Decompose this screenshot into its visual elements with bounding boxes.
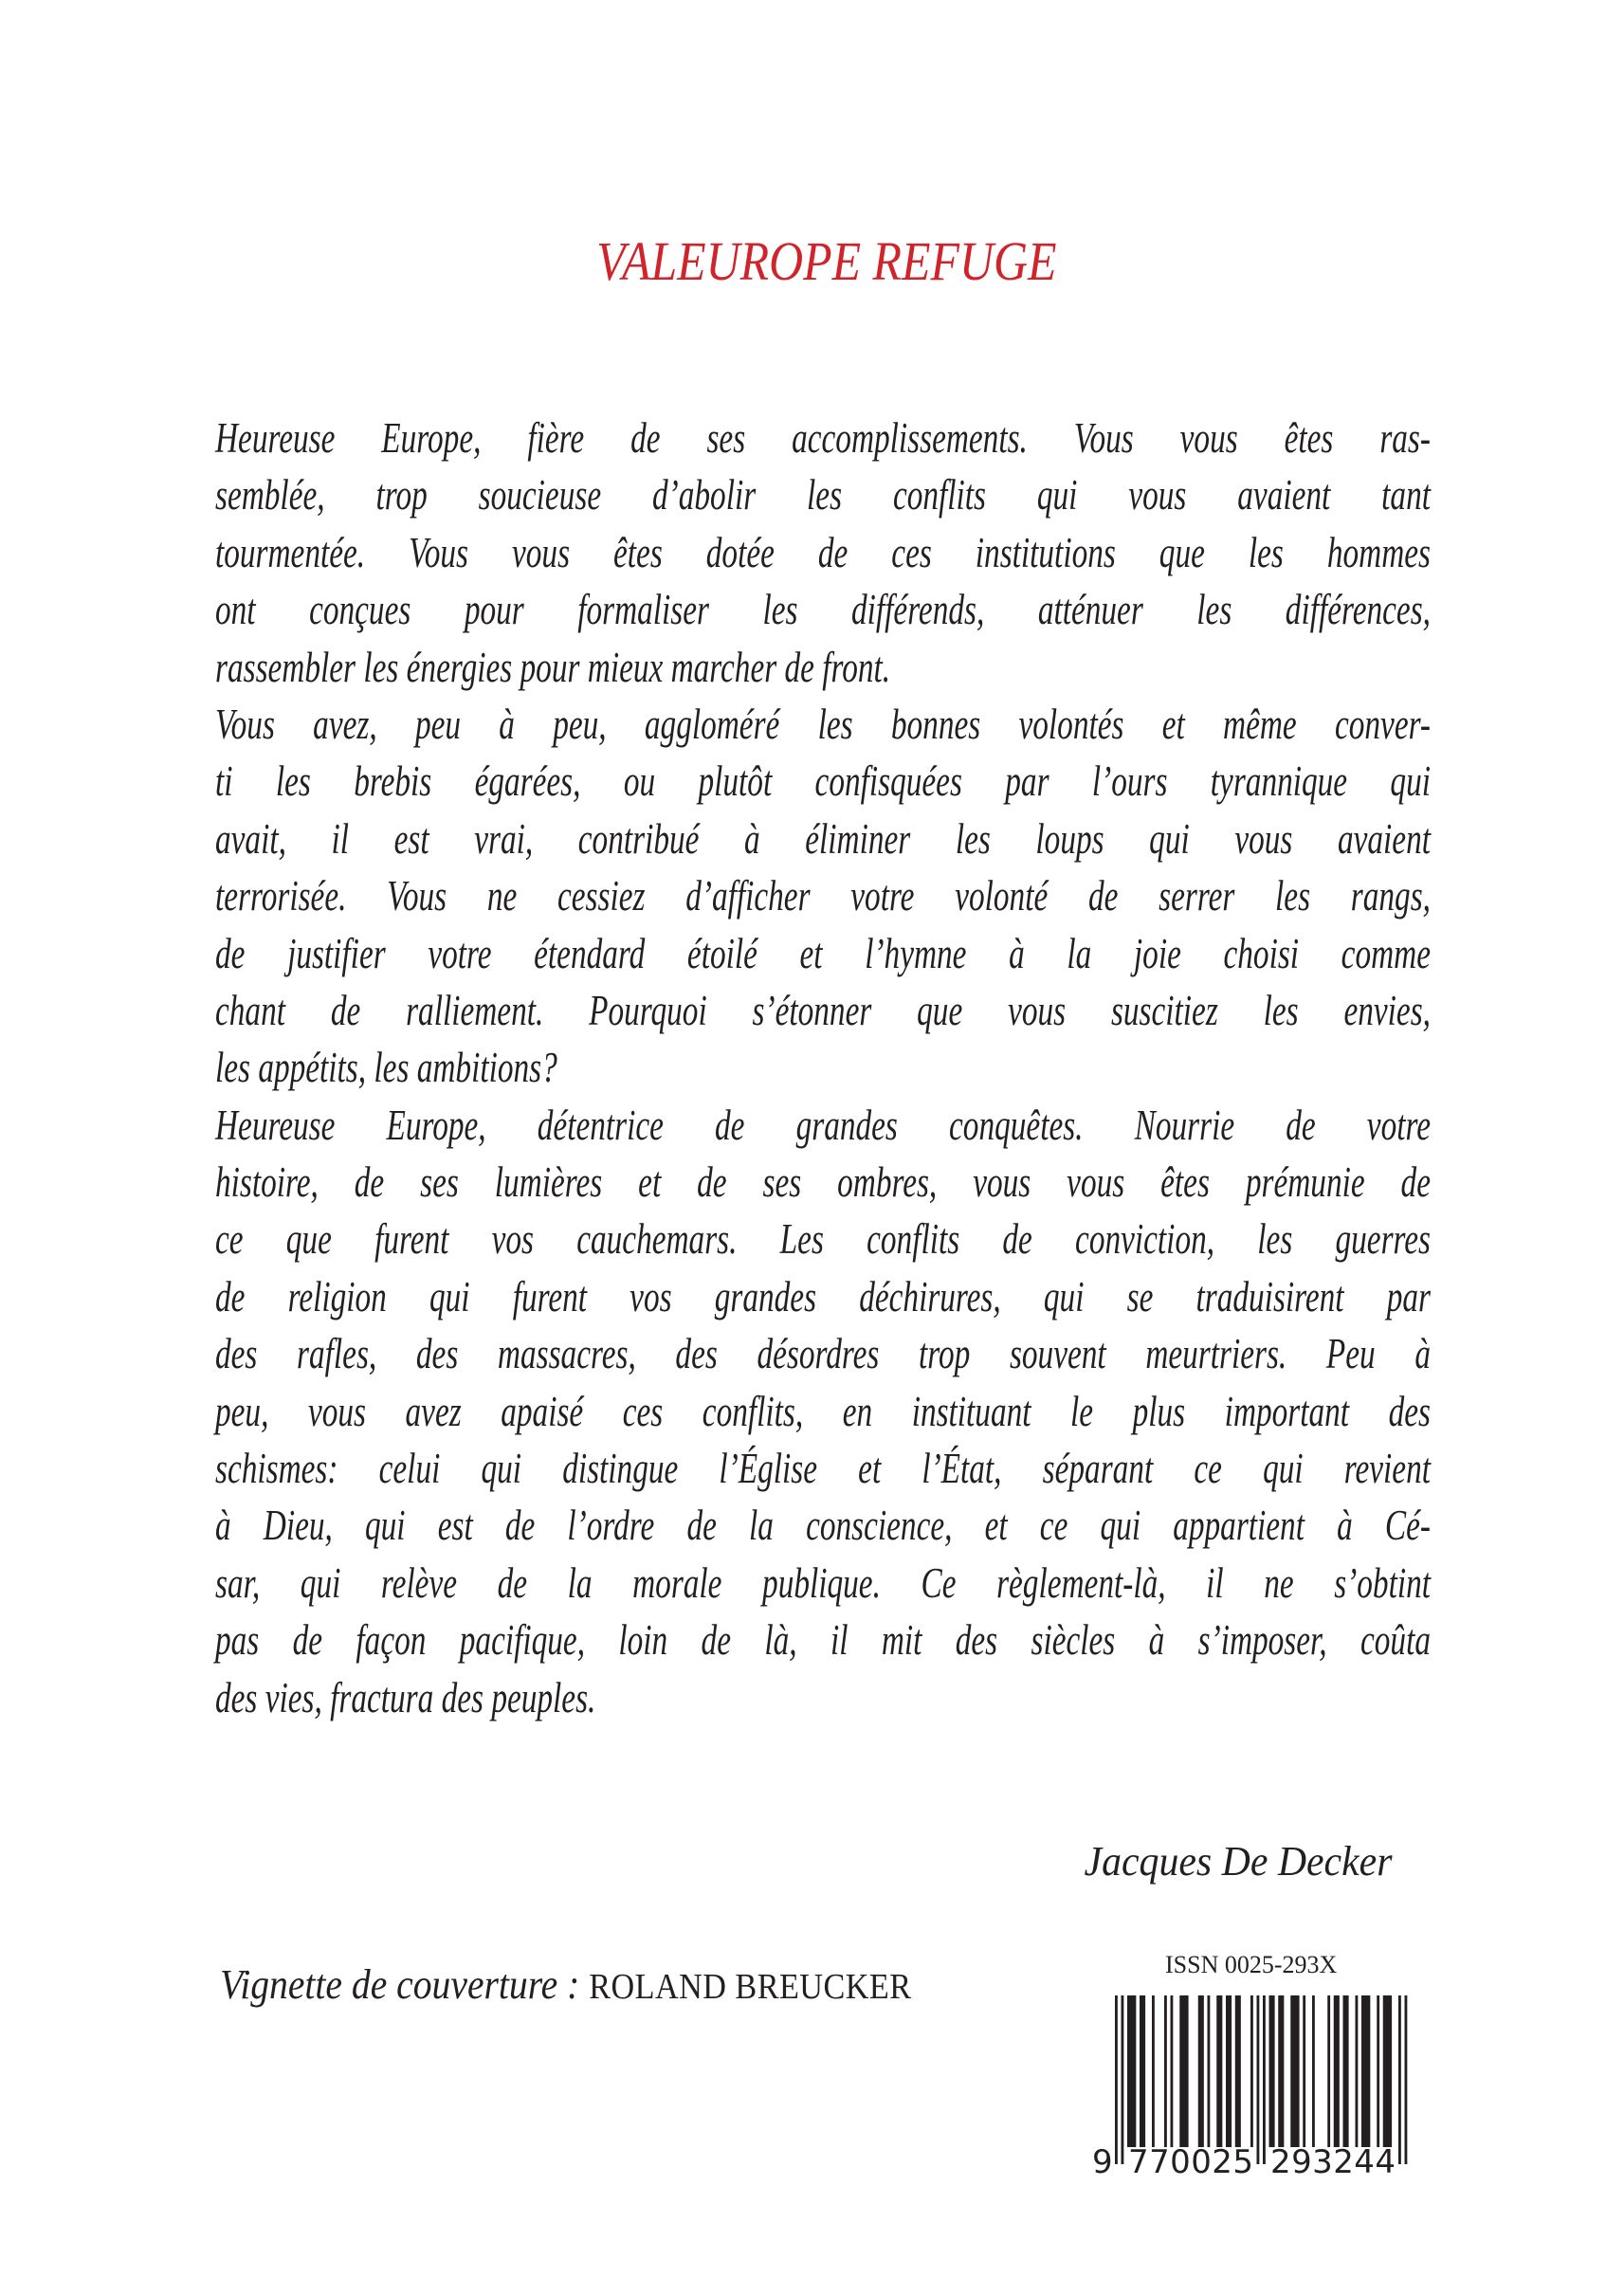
blurb-line: de religion qui furent vos grandes déchirures, qui se traduisirent par <box>215 1272 1431 1321</box>
barcode-bar <box>1226 1995 1232 2147</box>
blurb-line: des rafles, des massacres, des désordres trop souvent meurtriers. Peu à <box>215 1330 1431 1378</box>
blurb-line: avait, il est vrai, contribué à éliminer les loups qui vous avaient <box>215 814 1431 863</box>
blurb-line: ce que furent vos cauchemars. Les conflits de conviction, les guerres <box>215 1215 1431 1264</box>
barcode-guard-bar <box>1398 1995 1401 2164</box>
barcode-bar <box>1303 1995 1305 2147</box>
blurb-text <box>215 410 1431 1726</box>
barcode-guard-bar <box>1115 1995 1118 2164</box>
barcode-guard-bar <box>1405 1995 1408 2164</box>
barcode-bar <box>1361 1995 1370 2147</box>
blurb-line: Heureuse Europe, fière de ses accomplissements. Vous vous êtes ras- <box>215 414 1431 462</box>
blurb-line: Vous avez, peu à peu, aggloméré les bonnes volontés et même conver- <box>215 700 1431 748</box>
blurb-line: terrorisée. Vous ne cessiez d’afficher votre volonté de serrer les rangs, <box>215 872 1431 920</box>
issn-label: ISSN 0025-293X <box>1165 1951 1338 1978</box>
barcode-bar <box>1334 1995 1340 2147</box>
cover-credit-name: ROLAND BREUCKER <box>589 1967 912 2007</box>
barcode-bar <box>1327 1995 1330 2147</box>
blurb-line: Heureuse Europe, détentrice de grandes conquêtes. Nourrie de votre <box>215 1101 1431 1149</box>
barcode-bar <box>1127 1995 1136 2147</box>
blurb-line: schismes: celui qui distingue l’Église et l’État, séparant ce qui revient <box>215 1445 1431 1493</box>
cover-credit <box>220 1960 911 2009</box>
blurb-line: ont conçues pour formaliser les différends, atténuer les différences, <box>215 586 1431 634</box>
barcode-bar <box>1278 1995 1284 2147</box>
barcode-bar <box>1171 1995 1174 2147</box>
book-title: VALEUROPE REFUGE <box>596 230 1057 292</box>
barcode-bar <box>1269 1995 1275 2147</box>
blurb-line: sar, qui relève de la morale publique. Ce règlement-là, il ne s’obtint <box>215 1558 1431 1607</box>
barcode-bar <box>1152 1995 1155 2147</box>
blurb-line: rassembler les énergies pour mieux marcher de front. <box>215 643 891 691</box>
barcode-bar <box>1356 1995 1359 2147</box>
barcode-guard-bar <box>1263 1995 1266 2164</box>
barcode-bar <box>1377 1995 1379 2147</box>
barcode-right-digits: 293244 <box>1270 2143 1396 2180</box>
blurb-line: des vies, fractura des peuples. <box>215 1673 596 1721</box>
barcode-bar <box>1140 1995 1145 2147</box>
barcode-bar <box>1290 1995 1299 2147</box>
blurb-line: semblée, trop soucieuse d’abolir les conflits qui vous avaient tant <box>215 471 1431 519</box>
barcode-guard-bar <box>1122 1995 1124 2164</box>
author-signature: Jacques De Decker <box>1084 1838 1393 1885</box>
cover-credit-label: Vignette de couverture : <box>220 1961 580 2008</box>
blurb-line: de justifier votre étendard étoilé et l’hymne à la joie choisi comme <box>215 929 1431 977</box>
barcode <box>1090 1991 1441 2180</box>
barcode-bar <box>1250 1995 1253 2147</box>
barcode-left-digits: 770025 <box>1128 2143 1253 2180</box>
blurb-line: à Dieu, qui est de l’ordre de la conscience, et ce qui appartient à Cé- <box>215 1502 1431 1550</box>
barcode-bar <box>1235 1995 1241 2147</box>
blurb-line: ti les brebis égarées, ou plutôt confisquées par l’ours tyrannique qui <box>215 757 1431 806</box>
blurb-line: pas de façon pacifique, loin de là, il mit des siècles à s’imposer, coûta <box>215 1616 1431 1665</box>
barcode-bars <box>1115 1995 1407 2164</box>
blurb-line: histoire, de ses lumières et de ses ombres, vous vous êtes prémunie de <box>215 1158 1431 1207</box>
blurb-line: peu, vous avez apaisé ces conflits, en instituant le plus important des <box>215 1387 1431 1435</box>
barcode-bar <box>1383 1995 1392 2147</box>
barcode-guard-bar <box>1257 1995 1260 2164</box>
barcode-lead-digit: 9 <box>1092 2143 1113 2180</box>
barcode-bar <box>1216 1995 1222 2147</box>
barcode-bar <box>1312 1995 1315 2147</box>
blurb-line: chant de ralliement. Pourquoi s’étonner que vous suscitiez les envies, <box>215 986 1431 1034</box>
barcode-bar <box>1198 1995 1204 2147</box>
barcode-bar <box>1164 1995 1167 2147</box>
blurb-line: les appétits, les ambitions? <box>215 1044 557 1092</box>
barcode-bar <box>1208 1995 1211 2147</box>
blurb-line: tourmentée. Vous vous êtes dotée de ces institutions que les hommes <box>215 528 1431 576</box>
barcode-bar <box>1179 1995 1188 2147</box>
barcode-bar <box>1343 1995 1349 2147</box>
